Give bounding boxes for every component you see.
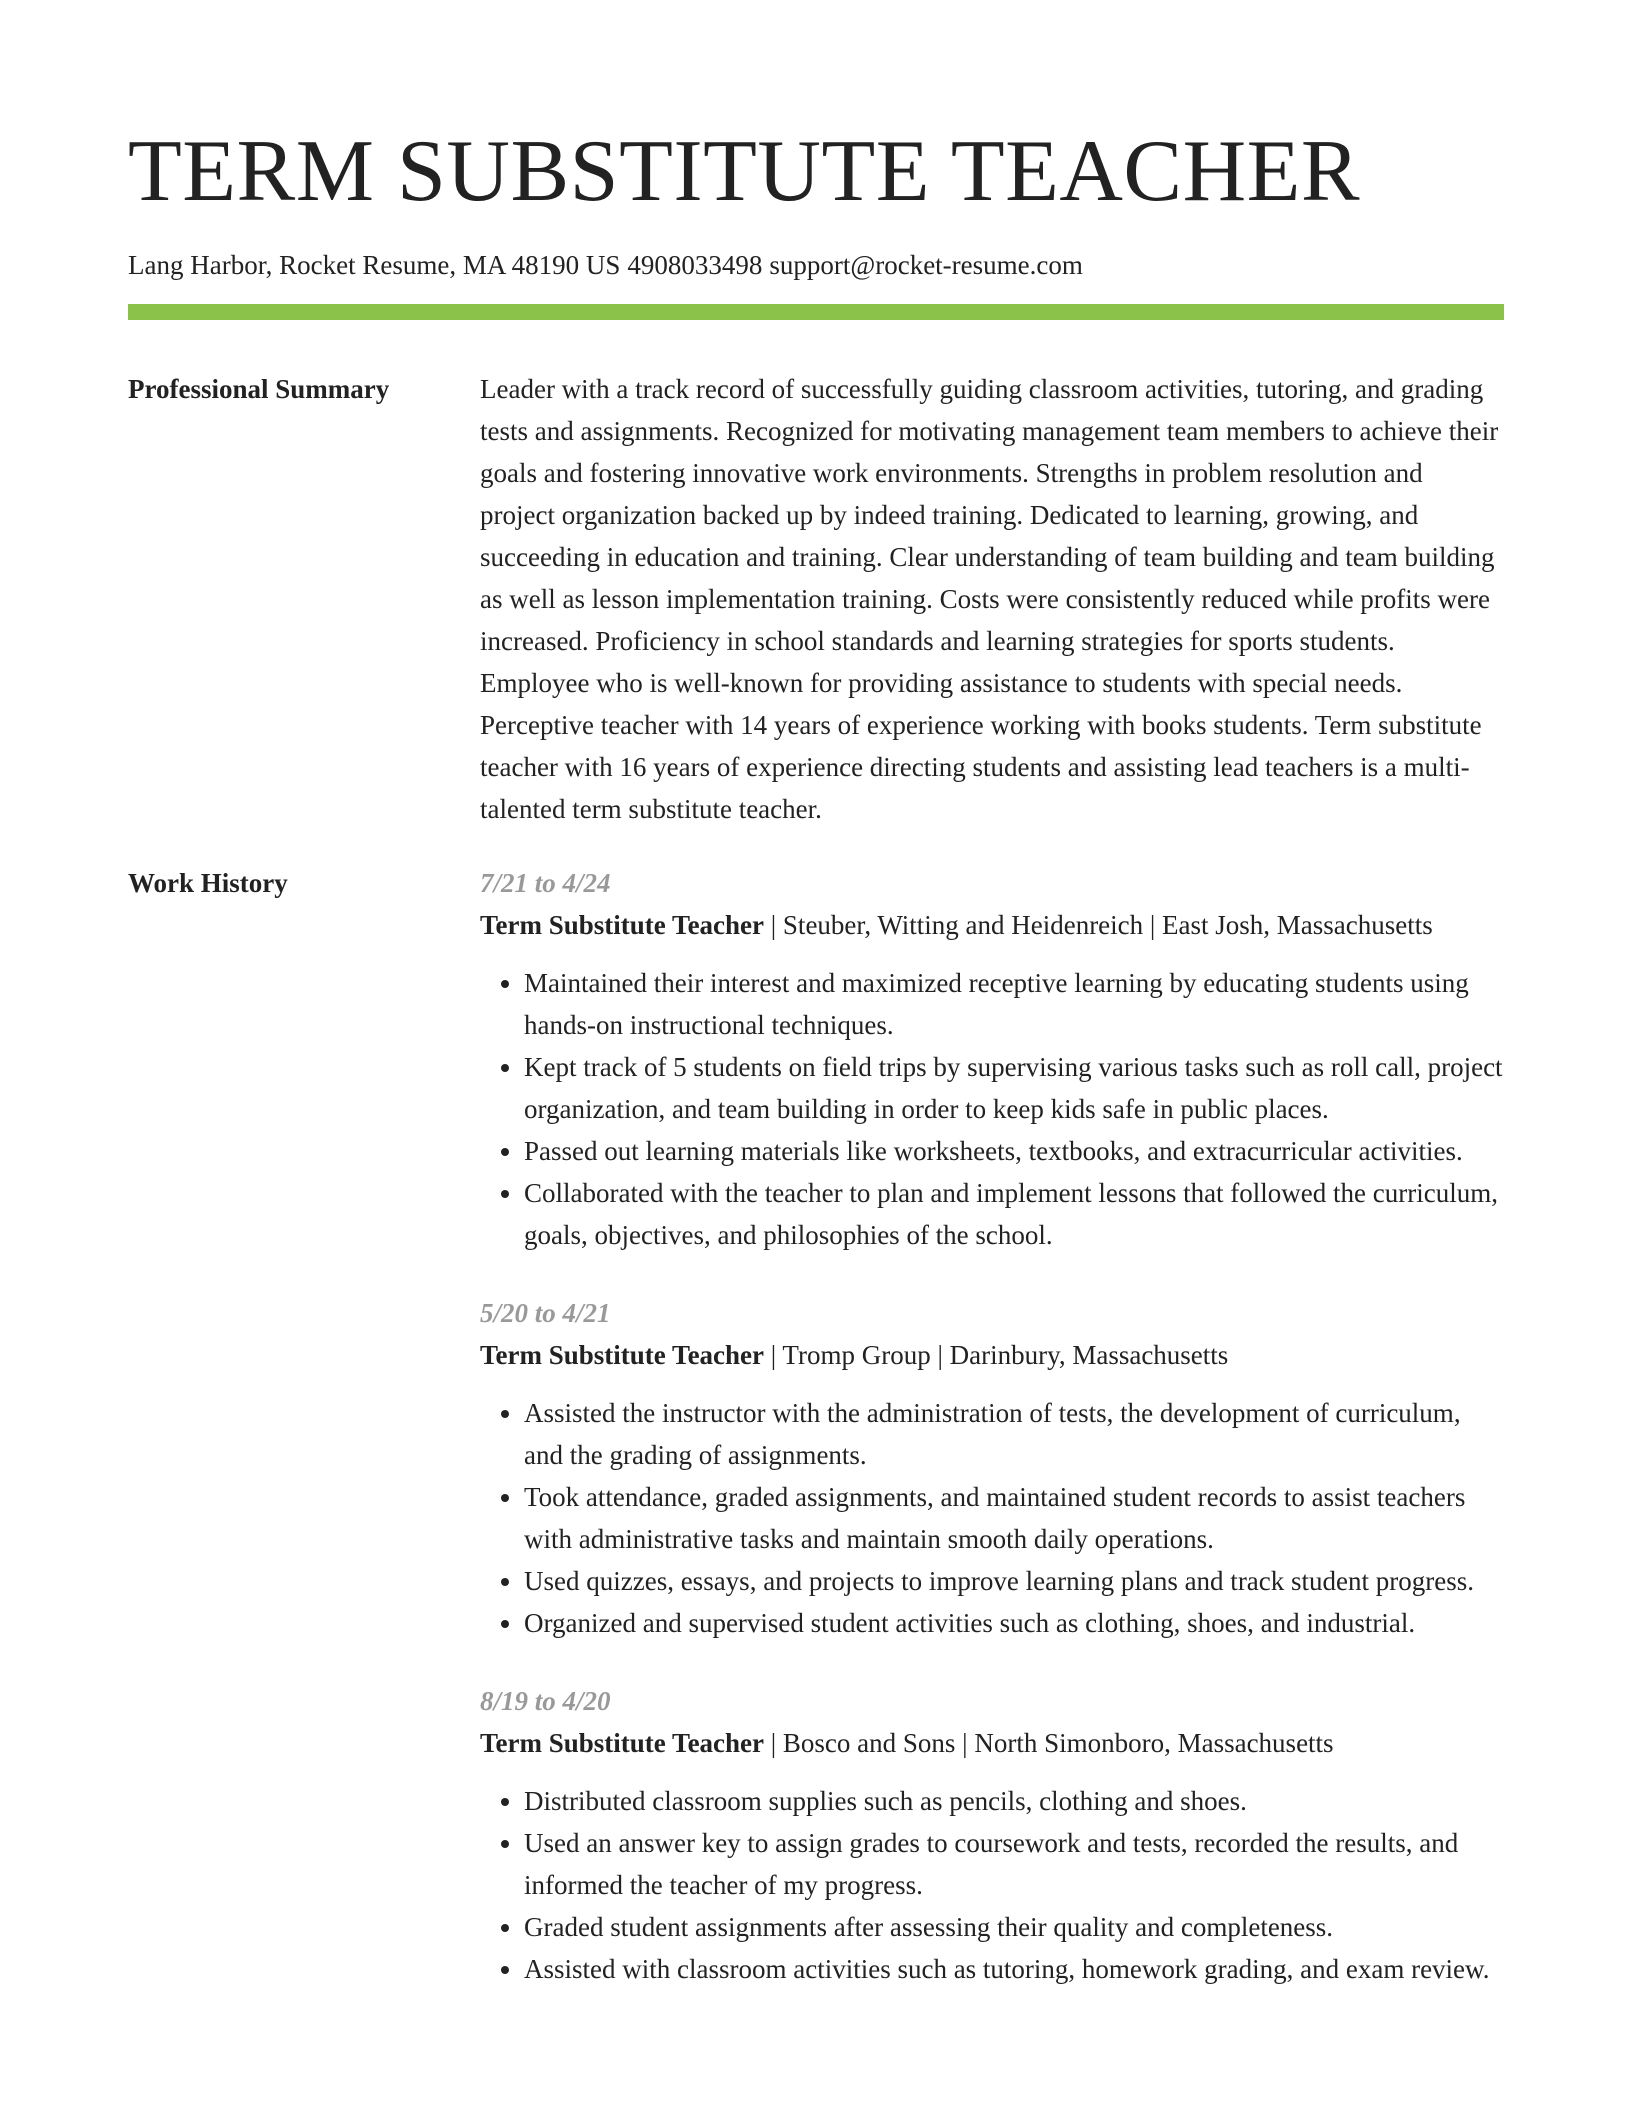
job-title: Term Substitute Teacher [480, 910, 765, 940]
job-bullet: • Maintained their interest and maximized receptive learning by educating students using hands-on instructional techniques. [524, 962, 1504, 1046]
contact-line [128, 248, 1504, 282]
summary-section [128, 368, 1504, 830]
job-bullet: • Took attendance, graded assignments, and maintained student records to assist teachers with administrative tasks and maintain smooth daily operations. [524, 1476, 1504, 1560]
jobs-list [480, 862, 1504, 2026]
job-bullet: • Distributed classroom supplies such as pencils, clothing and shoes. [524, 1780, 1504, 1822]
work-history-section [128, 862, 1504, 2026]
job-entry [480, 1292, 1504, 1644]
job-title-line [480, 1334, 1504, 1376]
job-bullet: • Collaborated with the teacher to plan and implement lessons that followed the curriculum, goals, objectives, and philosophies of the school. [524, 1172, 1504, 1256]
resume-page [128, 0, 1504, 2026]
contact-email: support@rocket-resume.com [769, 250, 1083, 280]
job-bullet: • Used an answer key to assign grades to coursework and tests, recorded the results, and informed the teacher of my progress. [524, 1822, 1504, 1906]
job-bullets [480, 962, 1504, 1256]
job-dates: 5/20 to 4/21 [480, 1298, 611, 1328]
summary-text: Leader with a track record of successfully guiding classroom activities, tutoring, and grading tests and assignments. Recognized for motivating management team members to achieve their goals and fostering innovative work environments. Strengths in problem resolution and project organization backed up by indeed training. Dedicated to learning, growing, and succeeding in education and training. Clear understanding of team building and team building as well as lesson implementation training. Costs were consistently reduced while profits were increased. Proficiency in school standards and learning strategies for sports students. Employee who is well-known for providing assistance to students with special needs. Perceptive teacher with 14 years of experience working with books students. Term substitute teacher with 16 years of experience directing students and assisting lead teachers is a multi-talented term substitute teacher. [480, 374, 1499, 824]
job-title: Term Substitute Teacher [480, 1340, 765, 1370]
job-title-line [480, 904, 1504, 946]
job-title-line [480, 1722, 1504, 1764]
job-bullets [480, 1392, 1504, 1644]
job-details: | Steuber, Witting and Heidenreich | East Josh, Massachusetts [764, 910, 1433, 940]
job-bullet: • Kept track of 5 students on field trips by supervising various tasks such as roll call, project organization, and team building in order to keep kids safe in public places. [524, 1046, 1504, 1130]
header-divider [128, 304, 1504, 320]
job-details: | Bosco and Sons | North Simonboro, Massachusetts [764, 1728, 1334, 1758]
job-bullet: • Assisted with classroom activities such as tutoring, homework grading, and exam review. [524, 1948, 1504, 1990]
job-bullet: • Passed out learning materials like worksheets, textbooks, and extracurricular activities. [524, 1130, 1504, 1172]
job-title: Term Substitute Teacher [480, 1728, 765, 1758]
job-dates: 8/19 to 4/20 [480, 1686, 611, 1716]
summary-heading: Professional Summary [128, 374, 390, 404]
job-bullet: • Organized and supervised student activities such as clothing, shoes, and industrial. [524, 1602, 1504, 1644]
job-bullets [480, 1780, 1504, 1990]
contact-address: Lang Harbor, Rocket Resume, MA 48190 US [128, 250, 621, 280]
job-dates: 7/21 to 4/24 [480, 868, 611, 898]
contact-phone: 4908033498 [627, 250, 763, 280]
candidate-name: TERM SUBSTITUTE TEACHER [128, 123, 1361, 220]
job-entry [480, 862, 1504, 1256]
job-bullet: • Graded student assignments after assessing their quality and completeness. [524, 1906, 1504, 1948]
job-entry [480, 1680, 1504, 1990]
job-bullet: • Assisted the instructor with the administration of tests, the development of curriculum, and the grading of assignments. [524, 1392, 1504, 1476]
work-history-heading: Work History [128, 868, 288, 898]
job-bullet: • Used quizzes, essays, and projects to improve learning plans and track student progress. [524, 1560, 1504, 1602]
job-details: | Tromp Group | Darinbury, Massachusetts [764, 1340, 1229, 1370]
